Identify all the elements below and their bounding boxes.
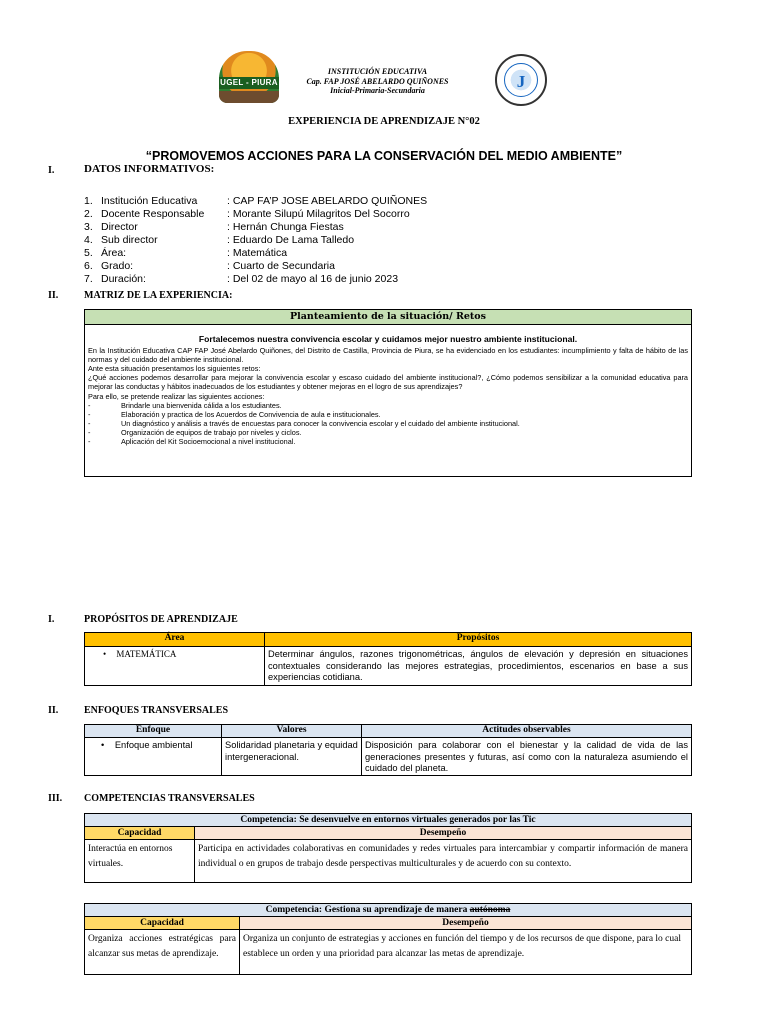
- info-value: : Eduardo De Lama Talledo: [227, 234, 355, 246]
- purposes-table: [84, 632, 692, 686]
- col-purposes: Propósitos: [265, 633, 692, 647]
- experience-motto: “PROMOVEMOS ACCIONES PARA LA CONSERVACIÓN DEL MEDIO AMBIENTE”: [145, 149, 623, 163]
- institution-line-2: Cap. FAP JOSÉ ABELARDO QUIÑONES: [306, 76, 449, 86]
- section-4-title: ENFOQUES TRANSVERSALES: [84, 705, 229, 716]
- school-crest-logo: J: [495, 54, 547, 106]
- action-item: - Aplicación del Kit Socioemocional a nivel institucional.: [88, 437, 296, 447]
- info-row: [84, 247, 464, 260]
- info-label: Institución Educativa: [101, 195, 198, 207]
- competency-2-title-text: Competencia: Gestiona su aprendizaje de manera: [265, 905, 470, 915]
- info-number: 1.: [84, 195, 93, 207]
- info-value: : Cuarto de Secundaria: [227, 260, 335, 272]
- institution-line-3: Inicial-Primaria-Secundaria: [330, 86, 425, 95]
- col-performance: Desempeño: [240, 917, 692, 930]
- info-number: 7.: [84, 273, 93, 285]
- experience-title: EXPERIENCIA DE APRENDIZAJE N°02: [288, 116, 480, 127]
- section-4-number: II.: [48, 705, 59, 716]
- capacity-value: Organiza acciones estratégicas para alcanzar sus metas de aprendizaje.: [85, 930, 240, 975]
- info-number: 4.: [84, 234, 93, 246]
- situation-paragraph: En la Institución Educativa CAP FAP José Abelardo Quiñones, del Distrito de Castilla, Provincia de Piura, se ha evidenciado en los estudiantes: incumplimiento y falta de hábito de las normas y del cuidado del ambiente institucional.: [88, 346, 688, 365]
- competency-1-table: [84, 813, 692, 883]
- action-item: - Elaboración y practica de los Acuerdos de Convivencia de aula e institucionales.: [88, 409, 381, 419]
- purpose-text: Determinar ángulos, razones trigonométricas, ángulos de elevación y depresión en situaciones contextuales considerando las mejores estrategias, procedimientos, escenarios en base a sus experiencias cotidiana.: [265, 647, 692, 686]
- approaches-table: [84, 724, 692, 776]
- competency-2-title: [85, 904, 692, 917]
- section-2-number: II.: [48, 290, 59, 301]
- institution-line-1: INSTITUCIÓN EDUCATIVA: [327, 67, 428, 76]
- info-value: : Morante Silupú Milagritos Del Socorro: [227, 208, 410, 220]
- competency-2-table: [84, 903, 692, 975]
- section-2-title: MATRIZ DE LA EXPERIENCIA:: [84, 290, 233, 301]
- situation-header: Planteamiento de la situación/ Retos: [85, 310, 692, 325]
- col-performance: Desempeño: [195, 827, 692, 840]
- info-label: Duración:: [101, 273, 146, 285]
- section-3-number: I.: [48, 614, 55, 625]
- logo-ugel-text: UGEL - PIURA: [220, 78, 278, 87]
- info-label: Director: [101, 221, 138, 233]
- col-area: Área: [85, 633, 265, 647]
- ugel-piura-logo: [219, 51, 279, 103]
- section-3-title: PROPÓSITOS DE APRENDIZAJE: [84, 614, 238, 625]
- competency-2-title-struck: autónoma: [469, 905, 511, 915]
- situation-body: [85, 325, 692, 477]
- competency-1-title: Competencia: Se desenvuelve en entornos virtuales generados por las Tic: [85, 814, 692, 827]
- area-value: MATEMÁTICA: [116, 649, 177, 659]
- info-row: [84, 195, 464, 208]
- info-value: : Matemática: [227, 247, 288, 259]
- info-value: : Del 02 de mayo al 16 de junio 2023: [227, 273, 399, 285]
- valores-value: Solidaridad planetaria y equidad intergeneracional.: [222, 738, 362, 776]
- info-number: 3.: [84, 221, 93, 233]
- section-5-number: III.: [48, 793, 63, 804]
- info-label: Sub director: [101, 234, 158, 246]
- area-cell: [85, 647, 265, 686]
- actitudes-value: Disposición para colaborar con el bienestar y la calidad de vida de las generaciones presentes y futuras, así como con la naturaleza asumiendo el cuidado del planeta.: [362, 738, 692, 776]
- col-valores: Valores: [222, 725, 362, 738]
- info-label: Grado:: [101, 260, 134, 272]
- capacity-value: Interactúa en entornos virtuales.: [85, 840, 195, 883]
- performance-value: Participa en actividades colaborativas en comunidades y redes virtuales para intercambiar y compartir información de manera individual o en grupos de trabajo desde perspectivas multiculturales y de acuerdo con su contexto.: [195, 840, 692, 883]
- info-number: 5.: [84, 247, 93, 259]
- section-5-title: COMPETENCIAS TRANSVERSALES: [84, 793, 255, 804]
- action-item: - Brindarle una bienvenida cálida a los estudiantes.: [88, 400, 282, 410]
- section-1-number: I.: [48, 165, 55, 176]
- col-capacity: Capacidad: [85, 827, 195, 840]
- info-row: [84, 260, 464, 273]
- situation-heading: Fortalecemos nuestra convivencia escolar y cuidamos mejor nuestro ambiente institucional.: [198, 334, 578, 344]
- info-number: 6.: [84, 260, 93, 272]
- info-row: [84, 273, 464, 286]
- enfoque-value: Enfoque ambiental: [114, 740, 193, 750]
- info-value: : CAP FA’P JOSE ABELARDO QUIÑONES: [227, 195, 428, 207]
- situation-paragraph: Para ello, se pretende realizar las siguientes acciones:: [88, 391, 265, 401]
- info-number: 2.: [84, 208, 93, 220]
- bullet: •: [101, 740, 105, 750]
- info-row: [84, 234, 464, 247]
- info-row: [84, 208, 464, 221]
- info-value: : Hernán Chunga Fiestas: [227, 221, 344, 233]
- col-capacity: Capacidad: [85, 917, 240, 930]
- bullet: •: [103, 649, 107, 659]
- col-actitudes: Actitudes observables: [362, 725, 692, 738]
- col-enfoque: Enfoque: [85, 725, 222, 738]
- info-row: [84, 221, 464, 234]
- institution-header: [290, 67, 465, 96]
- enfoque-cell: [85, 738, 222, 776]
- performance-value: Organiza un conjunto de estrategias y acciones en función del tiempo y de los recursos de que dispone, para lo cual establece un orden y una prioridad para alcanzar las metas de aprendizaje.: [240, 930, 692, 975]
- situation-paragraph: Ante esta situación presentamos los siguientes retos:: [88, 364, 261, 374]
- action-item: - Un diagnóstico y análisis a través de encuestas para conocer la convivencia escolar y el cuidado del ambiente institucional.: [88, 418, 520, 428]
- situation-paragraph: ¿Qué acciones podemos desarrollar para mejorar la convivencia escolar y escaso cuidado del ambiente institucional?, ¿Cómo podemos sensibilizar a la comunidad educativa para mejorar las conductas y hábitos inadecuados de los estudiantes y obtener mejoras en el logro de sus aprendizajes?: [88, 373, 688, 392]
- info-label: Docente Responsable: [101, 208, 205, 220]
- info-label: Área:: [101, 247, 127, 259]
- situation-box: [84, 309, 692, 477]
- section-1-title: DATOS INFORMATIVOS:: [84, 163, 215, 175]
- action-item: - Organización de equipos de trabajo por niveles y ciclos.: [88, 427, 302, 437]
